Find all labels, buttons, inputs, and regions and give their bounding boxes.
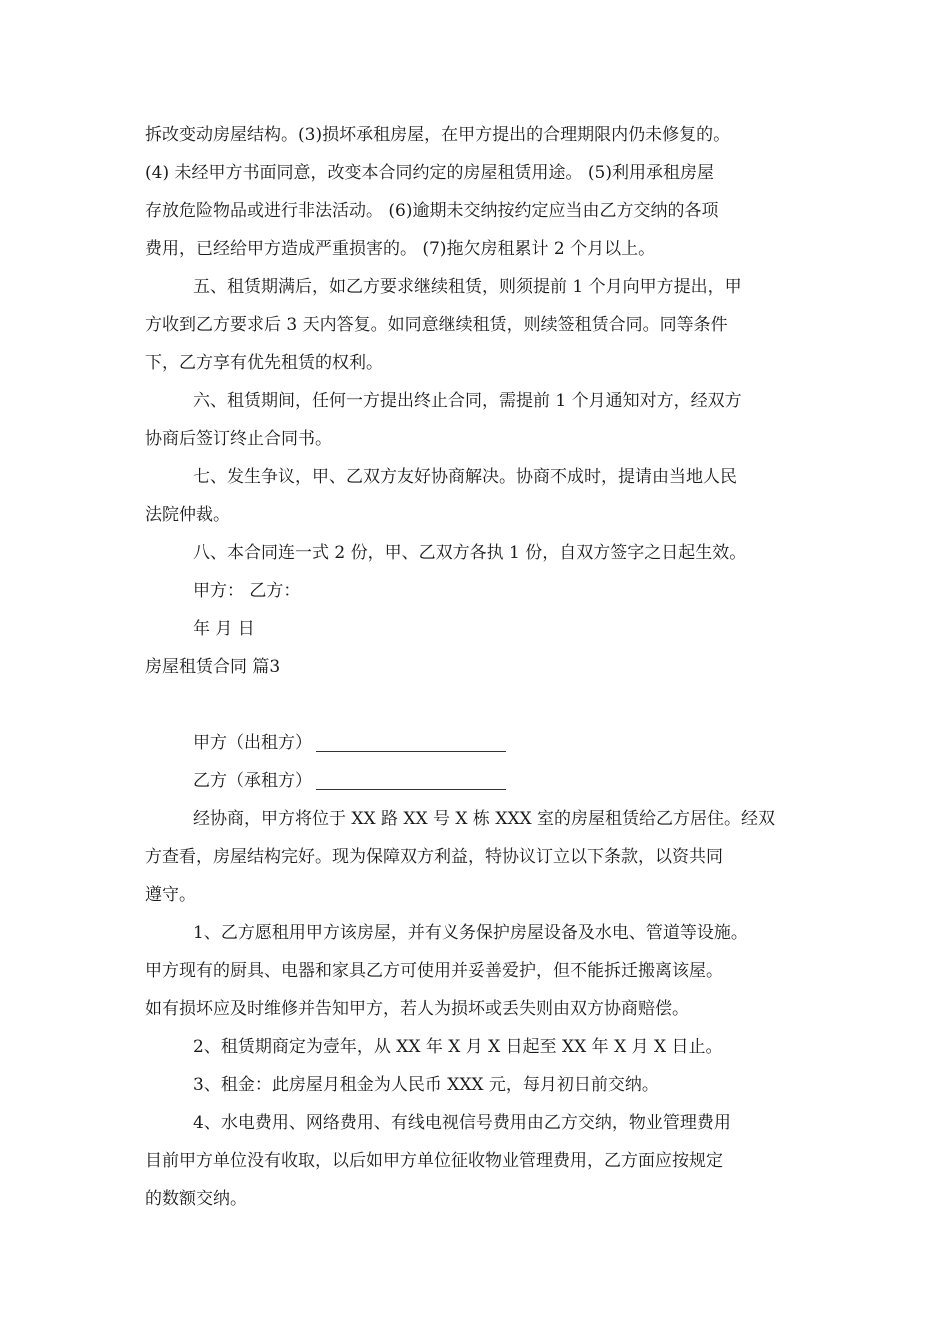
text-line: 下，乙方享有优先租赁的权利。 [145, 353, 383, 373]
text-line: 存放危险物品或进行非法活动。 (6)逾期未交纳按约定应当由乙方交纳的各项 [145, 201, 719, 221]
clause-1-line: 1、乙方愿租用甲方该房屋，并有义务保护房屋设备及水电、管道等设施。 [193, 923, 748, 943]
lessee-label: 乙方（承租方） [193, 771, 312, 791]
paragraph-8-line: 八、本合同连一式 2 份，甲、乙双方各执 1 份，自双方签字之日起生效。 [193, 543, 747, 563]
signature-parties: 甲方： 乙方： [193, 581, 301, 601]
section-title: 房屋租赁合同 篇3 [145, 657, 281, 677]
paragraph-6-line: 六、租赁期间，任何一方提出终止合同，需提前 1 个月通知对方，经双方 [193, 391, 742, 411]
text-line: 方查看，房屋结构完好。现为保障双方利益，特协议订立以下条款，以资共同 [145, 847, 723, 867]
lessor-blank [316, 731, 506, 752]
lessee-line [193, 764, 506, 798]
clause-3-line: 3、租金：此房屋月租金为人民币 XXX 元，每月初日前交纳。 [193, 1075, 659, 1095]
text-line: 方收到乙方要求后 3 天内答复。如同意继续租赁，则续签租赁合同。同等条件 [145, 315, 728, 335]
lessee-blank [316, 769, 506, 790]
text-line: (4) 未经甲方书面同意，改变本合同约定的房屋租赁用途。 (5)利用承租房屋 [145, 163, 714, 183]
lessor-line [193, 726, 506, 760]
text-line: 拆改变动房屋结构。(3)损坏承租房屋，在甲方提出的合理期限内仍未修复的。 [145, 125, 731, 145]
text-line: 目前甲方单位没有收取，以后如甲方单位征收物业管理费用，乙方面应按规定 [145, 1151, 723, 1171]
text-line: 的数额交纳。 [145, 1189, 247, 1209]
text-line: 遵守。 [145, 885, 196, 905]
text-line: 协商后签订终止合同书。 [145, 429, 332, 449]
text-line: 法院仲裁。 [145, 505, 230, 525]
lessor-label: 甲方（出租方） [193, 733, 312, 753]
clause-4-line: 4、水电费用、网络费用、有线电视信号费用由乙方交纳，物业管理费用 [193, 1113, 731, 1133]
text-line: 费用，已经给甲方造成严重损害的。 (7)拖欠房租累计 2 个月以上。 [145, 239, 656, 259]
clause-2-line: 2、租赁期商定为壹年，从 XX 年 X 月 X 日起至 XX 年 X 月 X 日止。 [193, 1037, 723, 1057]
paragraph-7-line: 七、发生争议，甲、乙双方友好协商解决。协商不成时，提请由当地人民 [193, 467, 737, 487]
intro-line: 经协商，甲方将位于 XX 路 XX 号 X 栋 XXX 室的房屋租赁给乙方居住。经双 [193, 809, 776, 829]
text-line: 甲方现有的厨具、电器和家具乙方可使用并妥善爱护，但不能拆迁搬离该屋。 [145, 961, 723, 981]
signature-date: 年 月 日 [193, 619, 255, 639]
paragraph-5-line: 五、租赁期满后，如乙方要求继续租赁，则须提前 1 个月向甲方提出，甲 [193, 277, 742, 297]
text-line: 如有损坏应及时维修并告知甲方，若人为损坏或丢失则由双方协商赔偿。 [145, 999, 689, 1019]
